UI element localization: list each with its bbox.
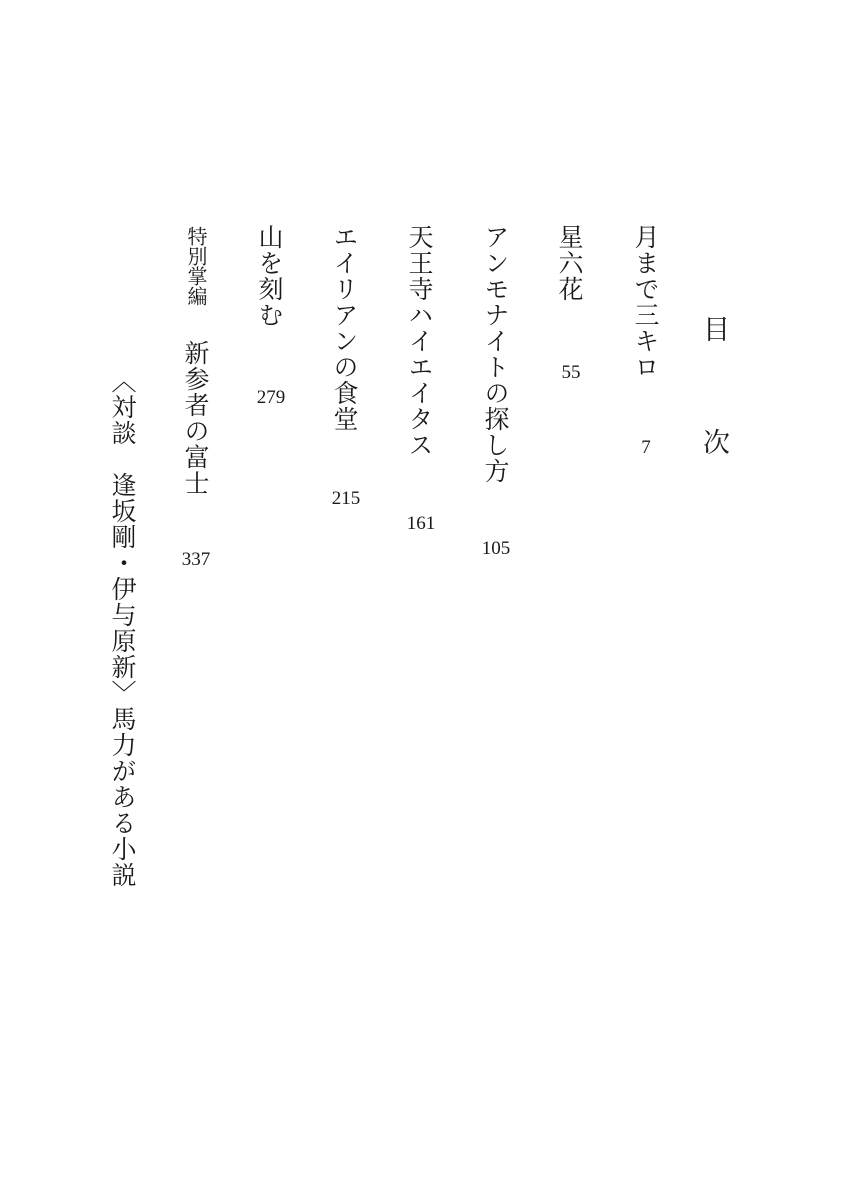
toc-entry-title[interactable]: エイリアンの食堂 bbox=[330, 224, 359, 432]
toc-entry-title[interactable]: 山を刻む bbox=[255, 224, 284, 328]
toc-entry-page: 105 bbox=[481, 538, 511, 559]
toc-entry-page: 161 bbox=[406, 513, 436, 534]
toc-entry-title[interactable]: アンモナイトの探し方 bbox=[481, 224, 510, 484]
toc-dialogue-title[interactable]: 〈対談 逢坂剛・伊与原新〉馬力がある小説 bbox=[108, 368, 137, 888]
toc-entry-page: 55 bbox=[561, 362, 581, 383]
toc-heading-2: 次 bbox=[698, 428, 729, 455]
toc-entry-title[interactable]: 新参者の富士 bbox=[181, 340, 210, 496]
toc-entry-title[interactable]: 天王寺ハイエイタス bbox=[405, 224, 434, 458]
toc-entry-page: 337 bbox=[181, 549, 211, 570]
toc-entry-title[interactable]: 星六花 bbox=[555, 224, 584, 302]
toc-entry-page: 215 bbox=[331, 488, 361, 509]
toc-heading-1: 目 bbox=[698, 315, 729, 342]
toc-entry-title[interactable]: 月まで三キロ bbox=[631, 224, 660, 380]
toc-entry-page: 279 bbox=[256, 387, 286, 408]
toc-entry-label: 特別掌編 bbox=[184, 226, 208, 306]
toc-entry-page: 7 bbox=[641, 437, 651, 458]
